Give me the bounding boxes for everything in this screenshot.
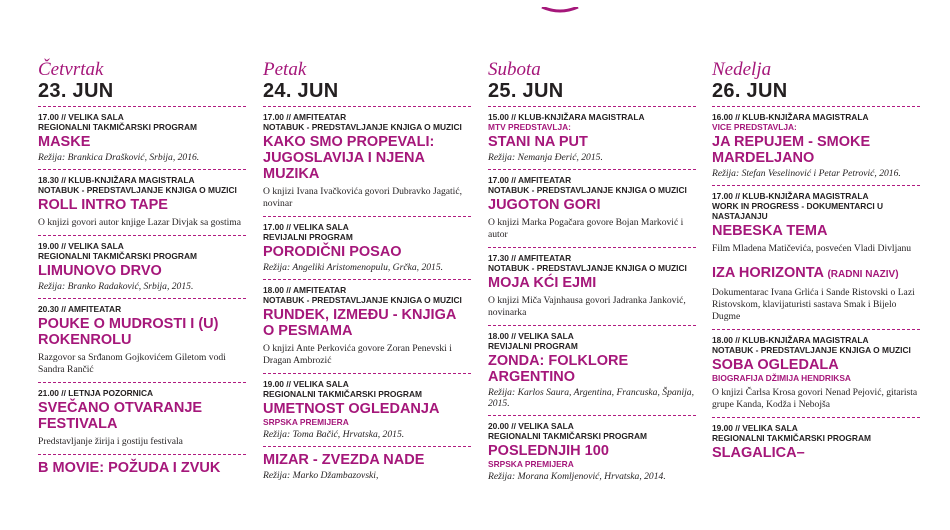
divider: [38, 454, 246, 455]
event-item: [488, 331, 696, 409]
event-title: NEBESKA TEMA: [712, 223, 828, 239]
event-item: [263, 452, 471, 481]
event-item: [263, 112, 471, 210]
event-director: Režija: Karlos Saura, Argentina, Francuska, Španija, 2015.: [488, 387, 694, 409]
event-program: NOTABUK - PREDSTAVLJANJE KNJIGA O MUZICI: [263, 122, 462, 132]
day-date: 25. JUN: [488, 80, 564, 102]
event-title: SVEČANO OTVARANJE FESTIVALA: [38, 400, 203, 432]
event-time: 15.00 // KLUB-KNJIŽARA MAGISTRALA: [488, 112, 645, 122]
event-title: POUKE O MUDROSTI I (U) ROKENROLU: [38, 316, 219, 348]
event-program: NOTABUK - PREDSTAVLJANJE KNJIGA O MUZICI: [488, 185, 687, 195]
event-title: JA REPUJEM - SMOKE MARDELJANO: [712, 134, 871, 166]
top-decoration: [540, 0, 580, 6]
event-time: 17.00 // KLUB-KNJIŽARA MAGISTRALA: [712, 191, 869, 201]
event-program: NOTABUK - PREDSTAVLJANJE KNJIGA O MUZICI: [263, 295, 462, 305]
divider: [712, 185, 920, 186]
event-program: REGIONALNI TAKMIČARSKI PROGRAM: [38, 251, 197, 261]
event-program: WORK IN PROGRESS - DOKUMENTARCI U NASTAJANJU: [712, 201, 884, 221]
event-title: ROLL INTRO TAPE: [38, 197, 168, 213]
event-program: REGIONALNI TAKMIČARSKI PROGRAM: [488, 431, 647, 441]
event-time: 20.00 // VELIKA SALA: [488, 421, 574, 431]
event-extra-description: Dokumentarac Ivana Grlića i Sande Ristovski o Lazi Ristovskom, klavijaturisti sastava Smak i Bijelo Dugme: [712, 287, 915, 322]
event-subtitle: SRPSKA PREMIJERA: [488, 459, 574, 469]
event-item: [263, 222, 471, 273]
event-program: REVIJALNI PROGRAM: [488, 341, 578, 351]
day-name: Subota: [488, 59, 541, 80]
day-name: Petak: [263, 59, 307, 80]
divider: [38, 106, 246, 107]
event-description: O knjizi govori autor knjige Lazar Divjak sa gostima: [38, 217, 242, 228]
divider: [712, 106, 920, 107]
event-time: 17.30 // AMFITEATAR: [488, 253, 572, 263]
event-title: KAKO SMO PROPEVALI: JUGOSLAVIJA I NJENA MUZIKA: [263, 134, 435, 182]
event-subtitle: SRPSKA PREMIJERA: [263, 417, 349, 427]
event-item: [263, 285, 471, 367]
event-time: 20.30 // AMFITEATAR: [38, 304, 122, 314]
day-column: [488, 60, 696, 482]
event-extra-title: [712, 265, 920, 283]
day-date: 26. JUN: [712, 80, 788, 102]
event-time: 16.00 // KLUB-KNJIŽARA MAGISTRALA: [712, 112, 869, 122]
divider: [263, 373, 471, 374]
event-director: Režija: Morana Komljenović, Hrvatska, 2014.: [488, 471, 666, 482]
event-description: Predstavljanje žirija i gostiju festivala: [38, 436, 183, 447]
event-program: NOTABUK - PREDSTAVLJANJE KNJIGA O MUZICI: [712, 345, 911, 355]
event-item: [488, 175, 696, 241]
event-time: 17.00 // AMFITEATAR: [488, 175, 572, 185]
divider: [263, 106, 471, 107]
event-title: RUNDEK, IZMEĐU - KNJIGA O PESMAMA: [263, 307, 456, 339]
event-director: Režija: Marko Džambazovski,: [263, 470, 379, 481]
event-time: 21.00 // LETNJA POZORNICA: [38, 388, 154, 398]
event-title: PORODIČNI POSAO: [263, 244, 402, 260]
event-time: 17.00 // AMFITEATAR: [263, 112, 347, 122]
divider: [263, 446, 471, 447]
event-title: UMETNOST OGLEDANJA: [263, 401, 440, 417]
event-title: MASKE: [38, 134, 91, 150]
divider: [38, 169, 246, 170]
event-program: VICE PREDSTAVLJA:: [712, 122, 797, 132]
event-item: [712, 191, 920, 323]
day-column: [38, 60, 246, 476]
day-name: Nedelja: [712, 59, 772, 80]
event-item: [712, 335, 920, 411]
extra-title-note: (RADNI NAZIV): [827, 269, 899, 280]
event-title: ZONDA: FOLKLORE ARGENTINO: [488, 353, 629, 385]
event-title: JUGOTON GORI: [488, 197, 601, 213]
divider: [263, 216, 471, 217]
event-program: NOTABUK - PREDSTAVLJANJE KNJIGA O MUZICI: [38, 185, 237, 195]
event-director: Režija: Angeliki Aristomenopulu, Grčka, 2015.: [263, 262, 444, 273]
event-program: REVIJALNI PROGRAM: [263, 232, 353, 242]
divider: [38, 235, 246, 236]
event-time: 18.30 // KLUB-KNJIŽARA MAGISTRALA: [38, 175, 195, 185]
divider: [712, 417, 920, 418]
event-title: POSLEDNJIH 100: [488, 443, 609, 459]
event-description: Razgovor sa Srđanom Gojkovićem Giletom vodi Sandra Rančić: [38, 352, 226, 375]
event-director: Režija: Branko Radaković, Srbija, 2015.: [38, 281, 194, 292]
divider: [38, 298, 246, 299]
event-program: REGIONALNI TAKMIČARSKI PROGRAM: [38, 122, 197, 132]
event-title: LIMUNOVO DRVO: [38, 263, 162, 279]
event-director: Režija: Brankica Drašković, Srbija, 2016.: [38, 152, 200, 163]
event-time: 19.00 // VELIKA SALA: [712, 423, 798, 433]
event-program: REGIONALNI TAKMIČARSKI PROGRAM: [712, 433, 871, 443]
event-director: Režija: Toma Bačić, Hrvatska, 2015.: [263, 429, 405, 440]
event-item: [488, 421, 696, 482]
day-column: [263, 60, 471, 481]
event-title: SLAGALICA–: [712, 445, 805, 461]
event-title: MOJA KĆI EJMI: [488, 275, 597, 291]
divider: [38, 382, 246, 383]
event-item: [38, 175, 246, 229]
divider: [712, 329, 920, 330]
divider: [488, 325, 696, 326]
day-name: Četvrtak: [38, 59, 104, 80]
divider: [488, 247, 696, 248]
event-description: O knjizi Marka Pogačara govore Bojan Marković i autor: [488, 217, 684, 240]
event-time: 17.00 // VELIKA SALA: [263, 222, 349, 232]
event-description: O knjizi Miča Vajnhausa govori Jadranka Janković, novinarka: [488, 295, 686, 318]
event-item: [38, 241, 246, 292]
divider: [488, 169, 696, 170]
event-description: Film Mladena Matičevića, posvećen Vladi Divljanu: [712, 243, 912, 254]
event-item: [38, 388, 246, 448]
event-item: [488, 253, 696, 319]
event-title: SOBA OGLEDALA: [712, 357, 839, 373]
event-program: MTV PREDSTAVLJA:: [488, 122, 571, 132]
extra-title-text: IZA HORIZONTA: [712, 265, 824, 281]
day-column: [712, 60, 920, 461]
event-program: REGIONALNI TAKMIČARSKI PROGRAM: [263, 389, 422, 399]
event-item: [488, 112, 696, 163]
event-item: [38, 460, 246, 476]
event-time: 18.00 // VELIKA SALA: [488, 331, 574, 341]
event-description: O knjizi Ante Perkovića govore Zoran Penevski i Dragan Ambrozić: [263, 343, 452, 366]
event-time: 18.00 // AMFITEATAR: [263, 285, 347, 295]
event-description: O knjizi Čarlsa Krosa govori Nenad Pejović, gitarista grupe Kanda, Kodža i Nebojša: [712, 387, 918, 410]
event-item: [38, 304, 246, 376]
divider: [488, 415, 696, 416]
event-description: O knjizi Ivana Ivačkovića govori Dubravko Jagatić, novinar: [263, 186, 463, 209]
event-director: Režija: Stefan Veselinović i Petar Petrović, 2016.: [712, 168, 901, 179]
event-item: [712, 112, 920, 179]
event-time: 19.00 // VELIKA SALA: [38, 241, 124, 251]
event-time: 18.00 // KLUB-KNJIŽARA MAGISTRALA: [712, 335, 869, 345]
divider: [263, 279, 471, 280]
day-date: 23. JUN: [38, 80, 114, 102]
event-title: B MOVIE: POŽUDA I ZVUK: [38, 460, 221, 476]
day-date: 24. JUN: [263, 80, 339, 102]
event-time: 17.00 // VELIKA SALA: [38, 112, 124, 122]
event-title: MIZAR - ZVEZDA NADE: [263, 452, 425, 468]
event-title: STANI NA PUT: [488, 134, 588, 150]
event-time: 19.00 // VELIKA SALA: [263, 379, 349, 389]
event-program: NOTABUK - PREDSTAVLJANJE KNJIGA O MUZICI: [488, 263, 687, 273]
event-subtitle: BIOGRAFIJA DŽIMIJA HENDRIKSA: [712, 373, 851, 383]
event-item: [263, 379, 471, 440]
divider: [488, 106, 696, 107]
event-director: Režija: Nemanja Đerić, 2015.: [488, 152, 603, 163]
event-item: [38, 112, 246, 163]
event-item: [712, 423, 920, 461]
